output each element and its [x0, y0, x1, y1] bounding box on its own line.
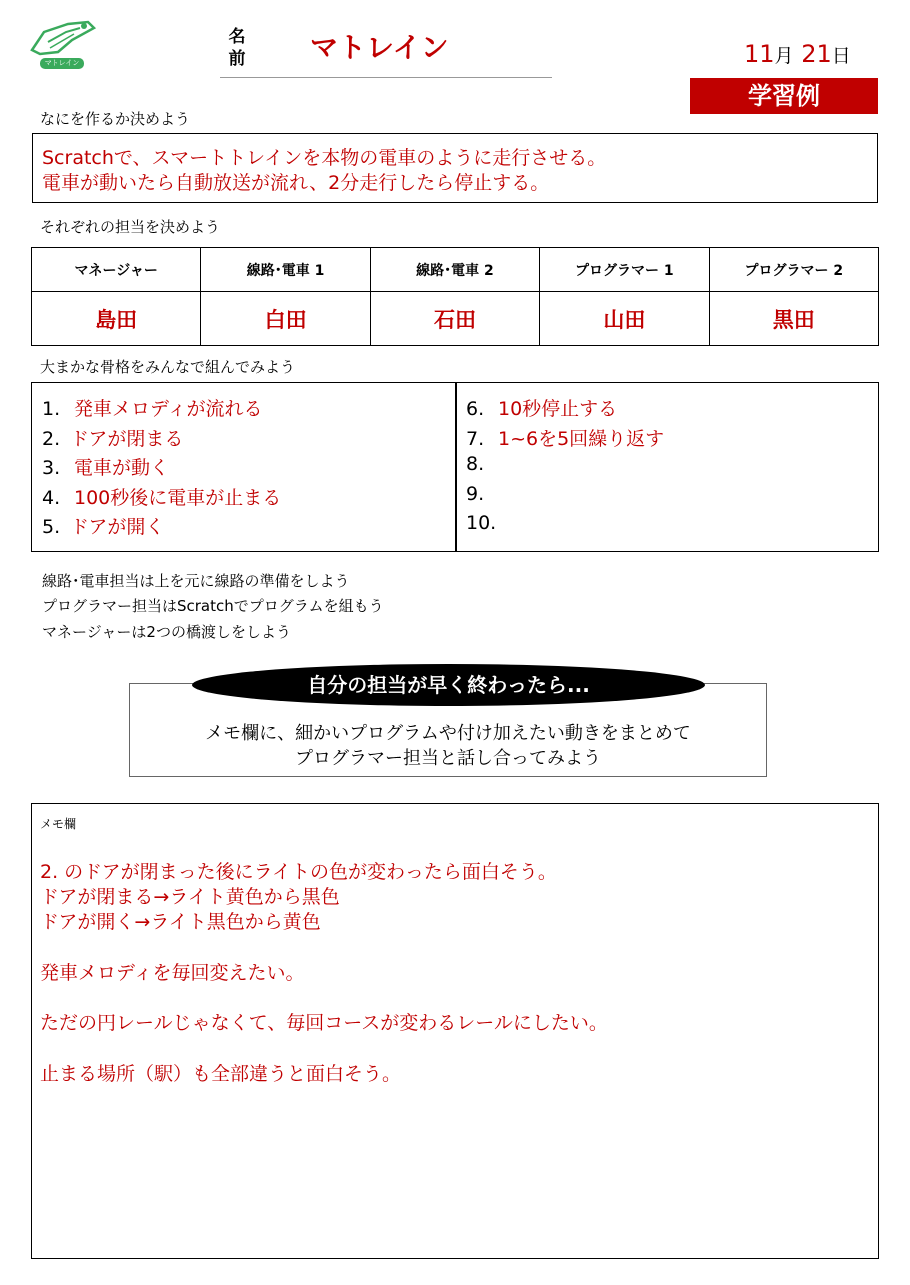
step-item [42, 453, 169, 480]
roles-table [31, 247, 879, 346]
memo-label: メモ欄 [40, 817, 77, 831]
role-name-track-1: 白田 [201, 292, 370, 346]
step-text: 電車が動く [74, 457, 170, 479]
roles-label: それぞれの担当を決めよう [40, 218, 221, 236]
callout-line-2: プログラマー担当と話し合ってみよう [295, 748, 601, 769]
skeleton-divider [455, 382, 457, 552]
step-text: ドアが開く [70, 516, 165, 538]
instruction-line: プログラマー担当はScratchでプログラムを組もう [42, 597, 384, 615]
step-number: 9. [466, 483, 485, 505]
step-item [466, 512, 506, 534]
step-number: 6. [466, 398, 485, 420]
date [744, 40, 851, 68]
skeleton-label: 大まかな骨格をみんなで組んでみよう [40, 358, 296, 376]
callout-title: 自分の担当が早く終わったら... [192, 664, 705, 706]
goal-box [32, 133, 878, 203]
role-header-track-1: 線路･電車 1 [201, 248, 370, 292]
role-header-manager: マネージャー [32, 248, 201, 292]
goal-line: Scratchで、スマートトレインを本物の電車のように走行させる。 [42, 147, 607, 169]
step-text: 10秒停止する [498, 398, 618, 420]
instruction-line: 線路･電車担当は上を元に線路の準備をしよう [42, 572, 350, 590]
step-item [466, 483, 498, 505]
step-number: 10. [466, 512, 497, 534]
instruction-line: マネージャーは2つの橋渡しをしよう [42, 623, 291, 641]
step-number: 1. [42, 398, 61, 420]
step-text: 発車メロディが流れる [74, 398, 263, 420]
date-month-unit: 月 [774, 45, 794, 67]
step-number: 2. [42, 428, 61, 450]
name-label-char-1: 名 [228, 27, 246, 47]
step-text: 100秒後に電車が止まる [74, 487, 282, 509]
step-number: 3. [42, 457, 61, 479]
step-number: 5. [42, 516, 61, 538]
role-name-programmer-1: 山田 [540, 292, 709, 346]
roles-header-row [32, 248, 879, 292]
step-number: 4. [42, 487, 61, 509]
step-item [466, 424, 664, 451]
memo-line: ドアが開く→ライト黒色から黄色 [40, 911, 321, 933]
step-text: ドアが閉まる [70, 428, 184, 450]
date-month: 11 [744, 40, 775, 68]
callout-line-1: メモ欄に、細かいプログラムや付け加えたい動きをまとめて [205, 723, 691, 744]
date-day: 21 [801, 40, 832, 68]
name-underline [220, 77, 552, 78]
step-number: 7. [466, 428, 485, 450]
roles-name-row [32, 292, 879, 346]
goal-line: 電車が動いたら自動放送が流れ、2分走行したら停止する。 [42, 172, 550, 194]
matrain-logo [28, 18, 98, 72]
step-item [466, 394, 617, 421]
name-label [226, 26, 248, 70]
memo-line: 発車メロディを毎回変えたい。 [40, 962, 305, 984]
logo-text: マトレイン [44, 59, 80, 67]
step-text: 1~6を5回繰り返す [498, 428, 665, 450]
what-to-make-label: なにを作るか決めよう [40, 110, 191, 128]
role-header-programmer-2: プログラマー 2 [709, 248, 878, 292]
date-day-unit: 日 [831, 45, 851, 67]
role-name-track-2: 石田 [370, 292, 539, 346]
memo-line: 止まる場所（駅）も全部違うと面白そう。 [40, 1063, 402, 1085]
role-header-track-2: 線路･電車 2 [370, 248, 539, 292]
step-item [42, 512, 164, 539]
step-item [42, 424, 183, 451]
name-label-char-2: 前 [228, 49, 246, 69]
memo-line: 2. のドアが閉まった後にライトの色が変わったら面白そう。 [40, 861, 557, 883]
step-item [42, 394, 262, 421]
name-value: マトレイン [310, 31, 449, 64]
step-item [466, 453, 498, 475]
example-badge: 学習例 [690, 78, 878, 114]
memo-line: ドアが閉まる→ライト黄色から黒色 [40, 886, 340, 908]
role-name-programmer-2: 黒田 [709, 292, 878, 346]
memo-line: ただの円レールじゃなくて、毎回コースが変わるレールにしたい。 [40, 1012, 608, 1034]
step-item [42, 483, 281, 510]
step-number: 8. [466, 453, 485, 475]
role-name-manager: 島田 [32, 292, 201, 346]
role-header-programmer-1: プログラマー 1 [540, 248, 709, 292]
